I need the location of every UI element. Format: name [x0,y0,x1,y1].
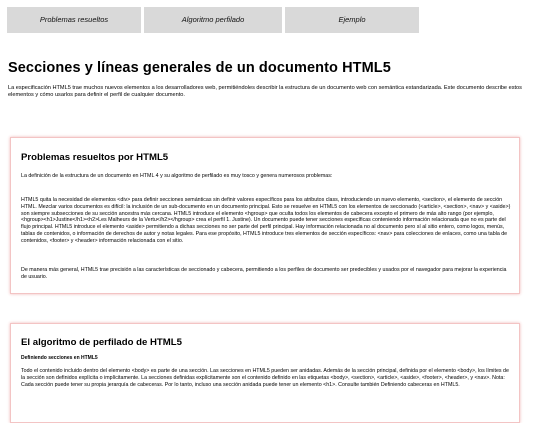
problems-paragraph-1: La definición de la estructura de un documento en HTML 4 y su algoritmo de perfilado es muy tosco y genera numerosos problemas: [21,173,333,179]
nav-ejemplo[interactable]: Ejemplo [285,7,419,33]
algorithm-section [10,323,520,423]
page-intro: La especificación HTML5 trae muchos nuevos elementos a los desarrolladores web, permitiéndoles describir la estructura de un documento web con semántica estandarizada. Este documento describe estos elementos y cómo usarlos para definir el perfil de cualquier documento. [8,85,522,98]
top-nav [7,7,419,33]
algorithm-paragraph-1: Todo el contenido incluido dentro del elemento <body> es parte de una sección. Las secciones en HTML5 pueden ser anidadas. Además de la sección principal, definida por el elemento <body>, los límites de la sección son definidos explícita o implícitamente. La secciones definidas explícitamente son el contenido definido en las etiquetas <body>, <section>, <article>, <aside>, <footer>, <header>, y <nav>. Nota: Cada sección puede tener su propia jerarquía de cabeceras. Por lo tanto, incluso una sección anidada puede tener un elemento <h1>. Consulte también Definiendo cabeceras en HTML5. [21,368,509,388]
nav-problemas-resueltos[interactable]: Problemas resueltos [7,7,141,33]
problems-paragraph-2: HTML5 quita la necesidad de elementos <div> para definir secciones semánticas sin definir valores específicos para los atributos class, introduciendo un nuevo elemento, <section>, el elemento de sección HTML. Mezclar varios documentos es difícil: la inclusión de un sub-documento en un documento principal. Esto se resuelve en HTML5 con los elementos de seccionado (<article>, <section>, <nav> y <aside>) son siempre subsecciones de su sección ancestra más cercana. HTML5 introduce el elemento <hgroup> que oculta todos los elementos de cabecera excepto el primero de más alto rango (por ejemplo, <hgroup><h1>Justine</h1><h2>Les Malheurs de la Vertu</h2></hgroup> crea el perfil 1. Justine). Un documento puede tener secciones específicas conteniendo información relacionada que no es parte del flujo principal. HTML5 introduce el elemento <aside> permitiendo a dichas secciones no ser parte del perfil principal. Hay información relacionada no al documento pero sí al sitio entero, como logos, menús, tablas de contenidos, o información de derechos de autor y notas legales. Para ese propósito, HTML5 introduce tres elementos de sección específicos: <nav> para colecciones de enlaces, como una tabla de contenidos, <footer> y <header> información relacionada con el sitio. [21,197,511,244]
problems-section [10,137,520,294]
problems-title: Problemas resueltos por HTML5 [21,152,169,163]
algorithm-title: El algoritmo de perfilado de HTML5 [21,337,182,348]
page-title: Secciones y líneas generales de un documento HTML5 [8,60,391,76]
problems-paragraph-3: De manera más general, HTML5 trae precisión a las características de seccionado y cabecera, permitiendo a los perfiles de documento ser predecibles y usados por el navegador para mejorar la experiencia de usuario. [21,267,507,280]
algorithm-subtitle: Definiendo secciones en HTML5 [21,355,98,361]
nav-algoritmo-perfilado[interactable]: Algoritmo perfilado [144,7,282,33]
